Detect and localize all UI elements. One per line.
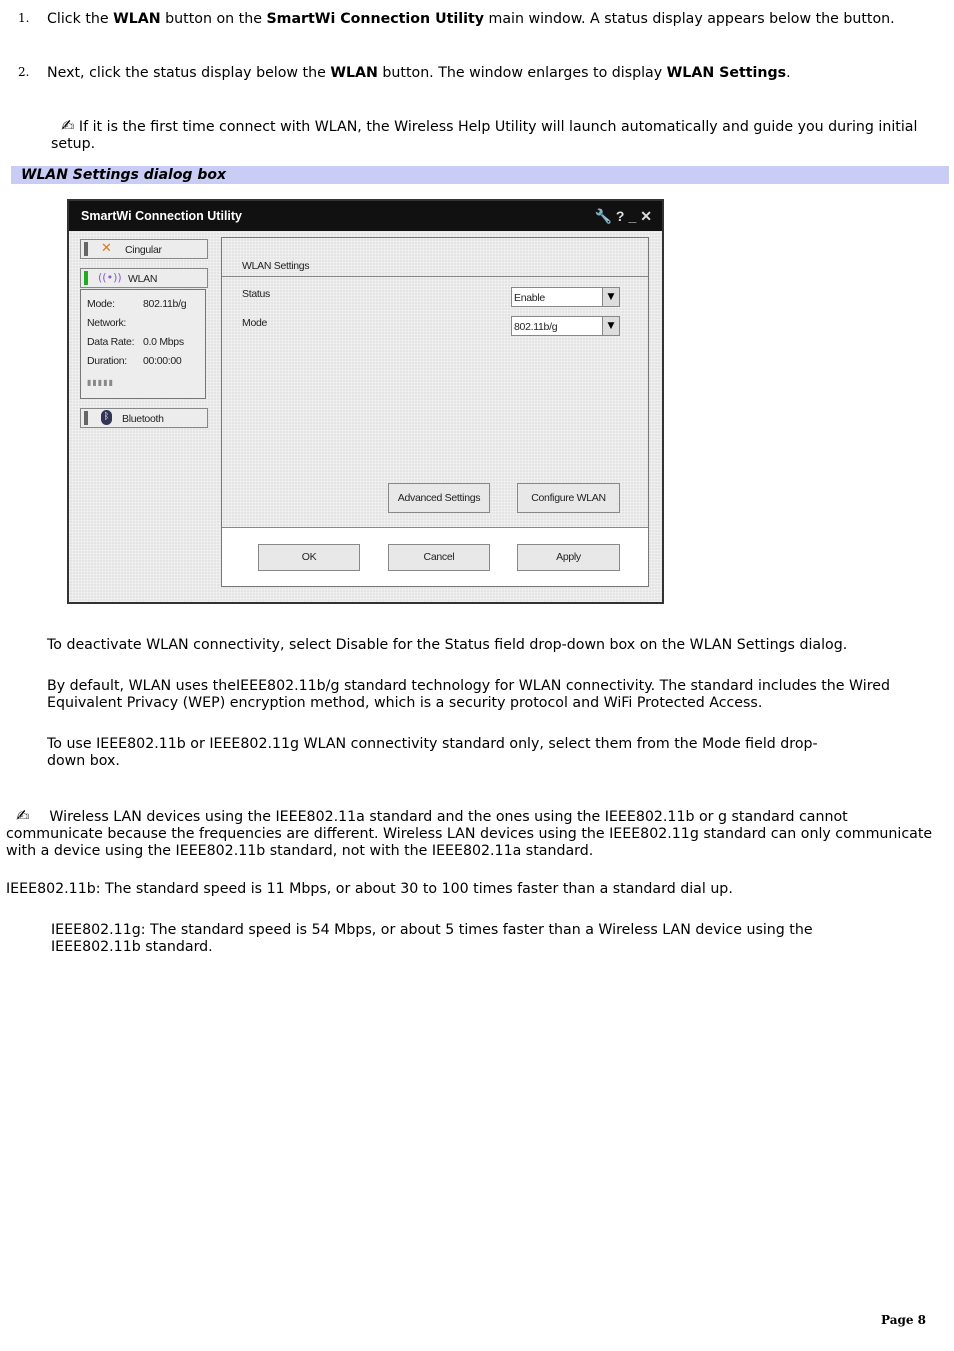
status-field-label: Status [242,288,270,300]
caption-bar [11,166,949,184]
figure-caption: WLAN Settings dialog box [21,167,226,183]
tab-wlan-label: WLAN [128,273,158,285]
status-label: Network: [87,317,127,329]
status-dropdown-value: Enable [514,292,545,304]
dialog-title: SmartWi Connection Utility [81,209,243,223]
help-icon[interactable]: ? [615,208,629,224]
status-value: 0.0 Mbps [143,336,184,348]
text-run: button on the [160,11,267,27]
text-run-bold: WLAN [113,11,161,27]
tab-indicator [84,411,88,425]
status-label: Mode: [87,298,115,310]
step-2-text [47,65,927,82]
status-label: Duration: [87,355,127,367]
note-pen-icon: ✍ [16,806,30,825]
ok-button[interactable]: OK [258,544,360,571]
advanced-settings-button[interactable]: Advanced Settings [388,483,490,513]
text-run: button. The window enlarges to display [377,65,667,81]
titlebar-controls [594,201,656,231]
status-dropdown[interactable] [511,287,620,307]
page-number: Page 8 [881,1313,927,1327]
apply-button[interactable]: Apply [517,544,620,571]
paragraph-80211g: IEEE802.11g: The standard speed is 54 Mbps, or about 5 times faster than a Wireless LAN device using the IEEE802.11b standard. [51,922,813,955]
paragraph-deactivate: To deactivate WLAN connectivity, select Disable for the Status field drop-down box on the WLAN Settings dialog. [47,637,848,653]
cancel-button[interactable]: Cancel [388,544,490,571]
status-value: 802.11b/g [143,298,187,310]
cingular-icon: ✕ [101,241,112,256]
paragraph-mode: To use IEEE802.11b or IEEE802.11g WLAN connectivity standard only, select them from the Mode field drop-down box. [47,736,818,769]
paragraph-default: By default, WLAN uses theIEEE802.11b/g standard technology for WLAN connectivity. The standard includes the Wired Equivalent Privacy (WEP) encryption method, which is a security protocol and WiFi Protected Access. [47,678,890,711]
wrench-icon[interactable]: 🔧 [594,208,616,224]
mode-field-label: Mode [242,317,268,329]
note-pen-icon: ✍ [61,116,75,135]
status-label: Data Rate: [87,336,135,348]
tab-bluetooth-label: Bluetooth [122,413,164,425]
configure-wlan-button[interactable]: Configure WLAN [517,483,620,513]
paragraph-80211b: IEEE802.11b: The standard speed is 11 Mbps, or about 30 to 100 times faster than a standard dial up. [6,881,733,897]
text-run-bold: WLAN Settings [666,65,787,81]
step-2-number: 2. [18,65,30,79]
panel-divider [222,276,648,277]
text-run-bold: SmartWi Connection Utility [266,11,485,27]
wlan-settings-panel [221,237,649,587]
panel-title: WLAN Settings [242,260,310,272]
dialog-titlebar [69,201,662,231]
tab-cingular[interactable] [80,239,208,259]
text-run: . [786,65,791,81]
tab-indicator [84,271,88,285]
text-run: Next, click the status display below the [47,65,331,81]
step-1-text [47,11,917,28]
note-1 [51,117,941,153]
status-value: 00:00:00 [143,355,182,367]
signal-strength-icon: ▮▮▮▮▮ [87,378,115,387]
wlan-status-display[interactable] [80,289,206,399]
tab-wlan[interactable] [80,268,208,288]
text-run: main window. A status display appears below the button. [484,11,895,27]
minimize-icon[interactable]: _ [628,208,641,224]
note-2-text: Wireless LAN devices using the IEEE802.11a standard and the ones using the IEEE802.11b or g standard cannot communicate because the frequencies are different. Wireless LAN devices using the IEEE802.11g standard can only communicate with a device using the IEEE802.11b standard, not with the IEEE802.11a standard. [6,809,933,859]
dropdown-arrow-icon: ▼ [602,317,619,335]
text-run-bold: WLAN [330,65,378,81]
close-icon[interactable]: ✕ [640,208,656,224]
step-1-number: 1. [18,11,30,25]
bluetooth-icon: ᛒ [101,410,112,425]
wlan-icon: ((•)) [98,271,122,284]
note-1-text: If it is the first time connect with WLAN, the Wireless Help Utility will launch automatically and guide you during initial setup. [51,119,918,152]
tab-cingular-label: Cingular [125,244,162,256]
mode-dropdown-value: 802.11b/g [514,321,558,333]
text-run: Click the [47,11,114,27]
dialog-client [69,231,662,602]
dropdown-arrow-icon: ▼ [602,288,619,306]
dialog-screenshot [67,199,664,604]
mode-dropdown[interactable] [511,316,620,336]
note-2 [6,807,941,860]
tab-indicator [84,242,88,256]
tab-bluetooth[interactable] [80,408,208,428]
